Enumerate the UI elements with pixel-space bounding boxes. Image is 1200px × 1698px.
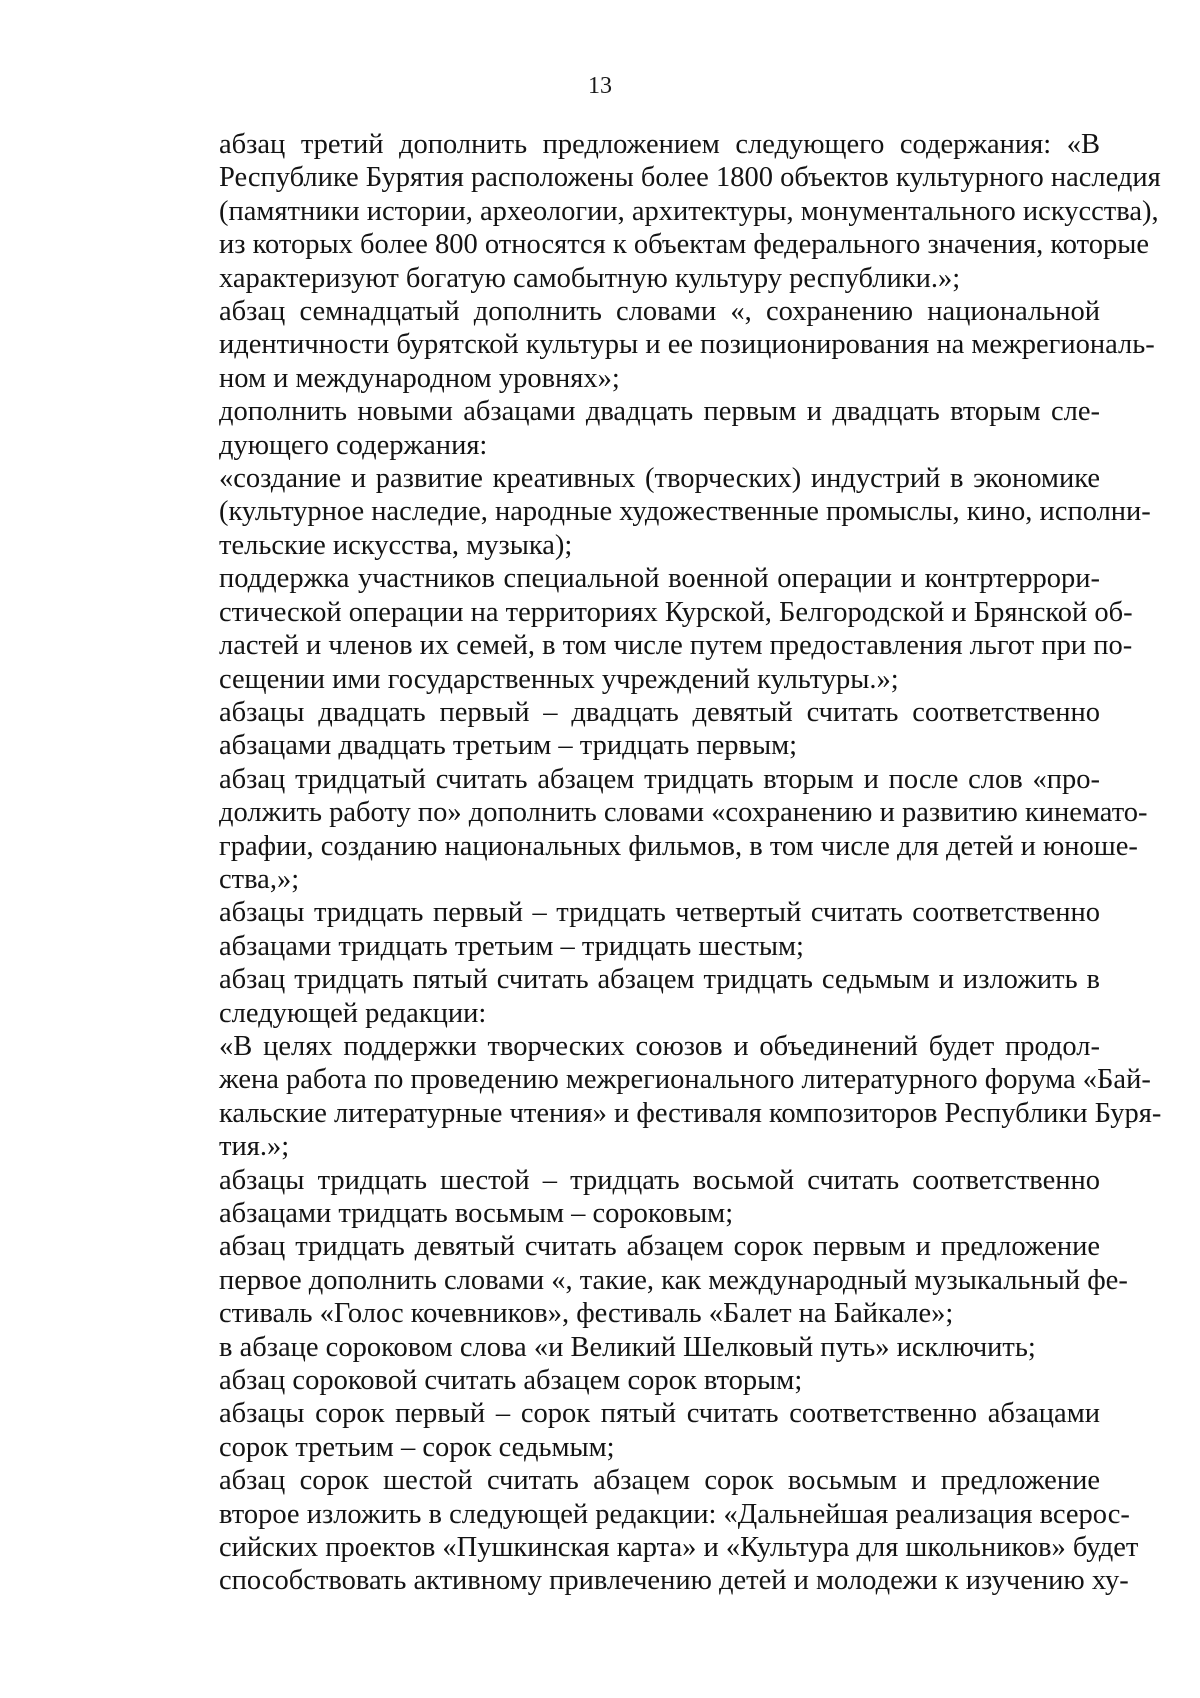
page-number: 13	[588, 73, 612, 99]
paragraph: «создание и развитие креативных (творческих) индустрий в экономике (культурное наследие, народные художественные промыслы, кино, исполни- тельские искусства, музыка);	[219, 463, 1151, 561]
paragraph: абзац сорок шестой считать абзацем сорок восьмым и предложение второе изложить в следующей редакции: «Дальнейшая реализация всерос- сийских проектов «Пушкинская карта» и «Культура для школьников» будет способствовать активному привлечению детей и молодежи к изучению ху-	[219, 1465, 1139, 1597]
paragraph: абзац тридцать пятый считать абзацем тридцать седьмым и изложить в следующей редакции:	[219, 964, 1100, 1029]
document-body	[146, 128, 1162, 1598]
paragraph: абзац тридцатый считать абзацем тридцать вторым и после слов «про- должить работу по» дополнить словами «сохранению и развитию кинемато- графии, созданию национальных фильмов, в том числе для детей и юноше- ства,»;	[219, 763, 1148, 895]
paragraph: абзац семнадцатый дополнить словами «, сохранению национальной идентичности бурятской культуры и ее позиционирования на межрегиональ- ном и международном уровнях»;	[219, 296, 1155, 394]
paragraph: абзацы тридцать первый – тридцать четвертый считать соответственно абзацами тридцать третьим – тридцать шестым;	[219, 897, 1100, 962]
paragraph: абзац тридцать девятый считать абзацем сорок первым и предложение первое дополнить словами «, такие, как международный музыкальный фе- стиваль «Голос кочевников», фестиваль «Балет на Байкале»;	[219, 1231, 1128, 1330]
paragraph: абзацы тридцать шестой – тридцать восьмой считать соответственно абзацами тридцать восьмым – сороковым;	[219, 1164, 1100, 1229]
paragraph: абзацы сорок первый – сорок пятый считать соответственно абзацами сорок третьим – сорок седьмым;	[219, 1398, 1100, 1463]
paragraph: «В целях поддержки творческих союзов и объединений будет продол- жена работа по проведению межрегионального литературного форума «Бай- кальские литературные чтения» и фестиваля композиторов Республики Буря- тия.»;	[219, 1030, 1162, 1163]
paragraph: абзац сороковой считать абзацем сорок вторым;	[219, 1365, 803, 1397]
paragraph: дополнить новыми абзацами двадцать первым и двадцать вторым сле- дующего содержания:	[219, 396, 1100, 461]
paragraph: поддержка участников специальной военной операции и контртеррори- стической операции на территориях Курской, Белгородской и Брянской об- ластей и членов их семей, в том числе путем предоставления льгот при по- сещении ими государственных учреждений культуры.»;	[219, 563, 1133, 695]
paragraph: в абзаце сороковом слова «и Великий Шелковый путь» исключить;	[219, 1331, 1036, 1363]
paragraph: абзацы двадцать первый – двадцать девятый считать соответственно абзацами двадцать третьим – тридцать первым;	[219, 696, 1100, 762]
paragraph: абзац третий дополнить предложением следующего содержания: «В Республике Бурятия расположены более 1800 объектов культурного наследия (памятники истории, археологии, архитектуры, монументального искусства), из которых более 800 относятся к объектам федерального значения, которые характеризуют богатую самобытную культуру республики.»;	[219, 129, 1161, 294]
